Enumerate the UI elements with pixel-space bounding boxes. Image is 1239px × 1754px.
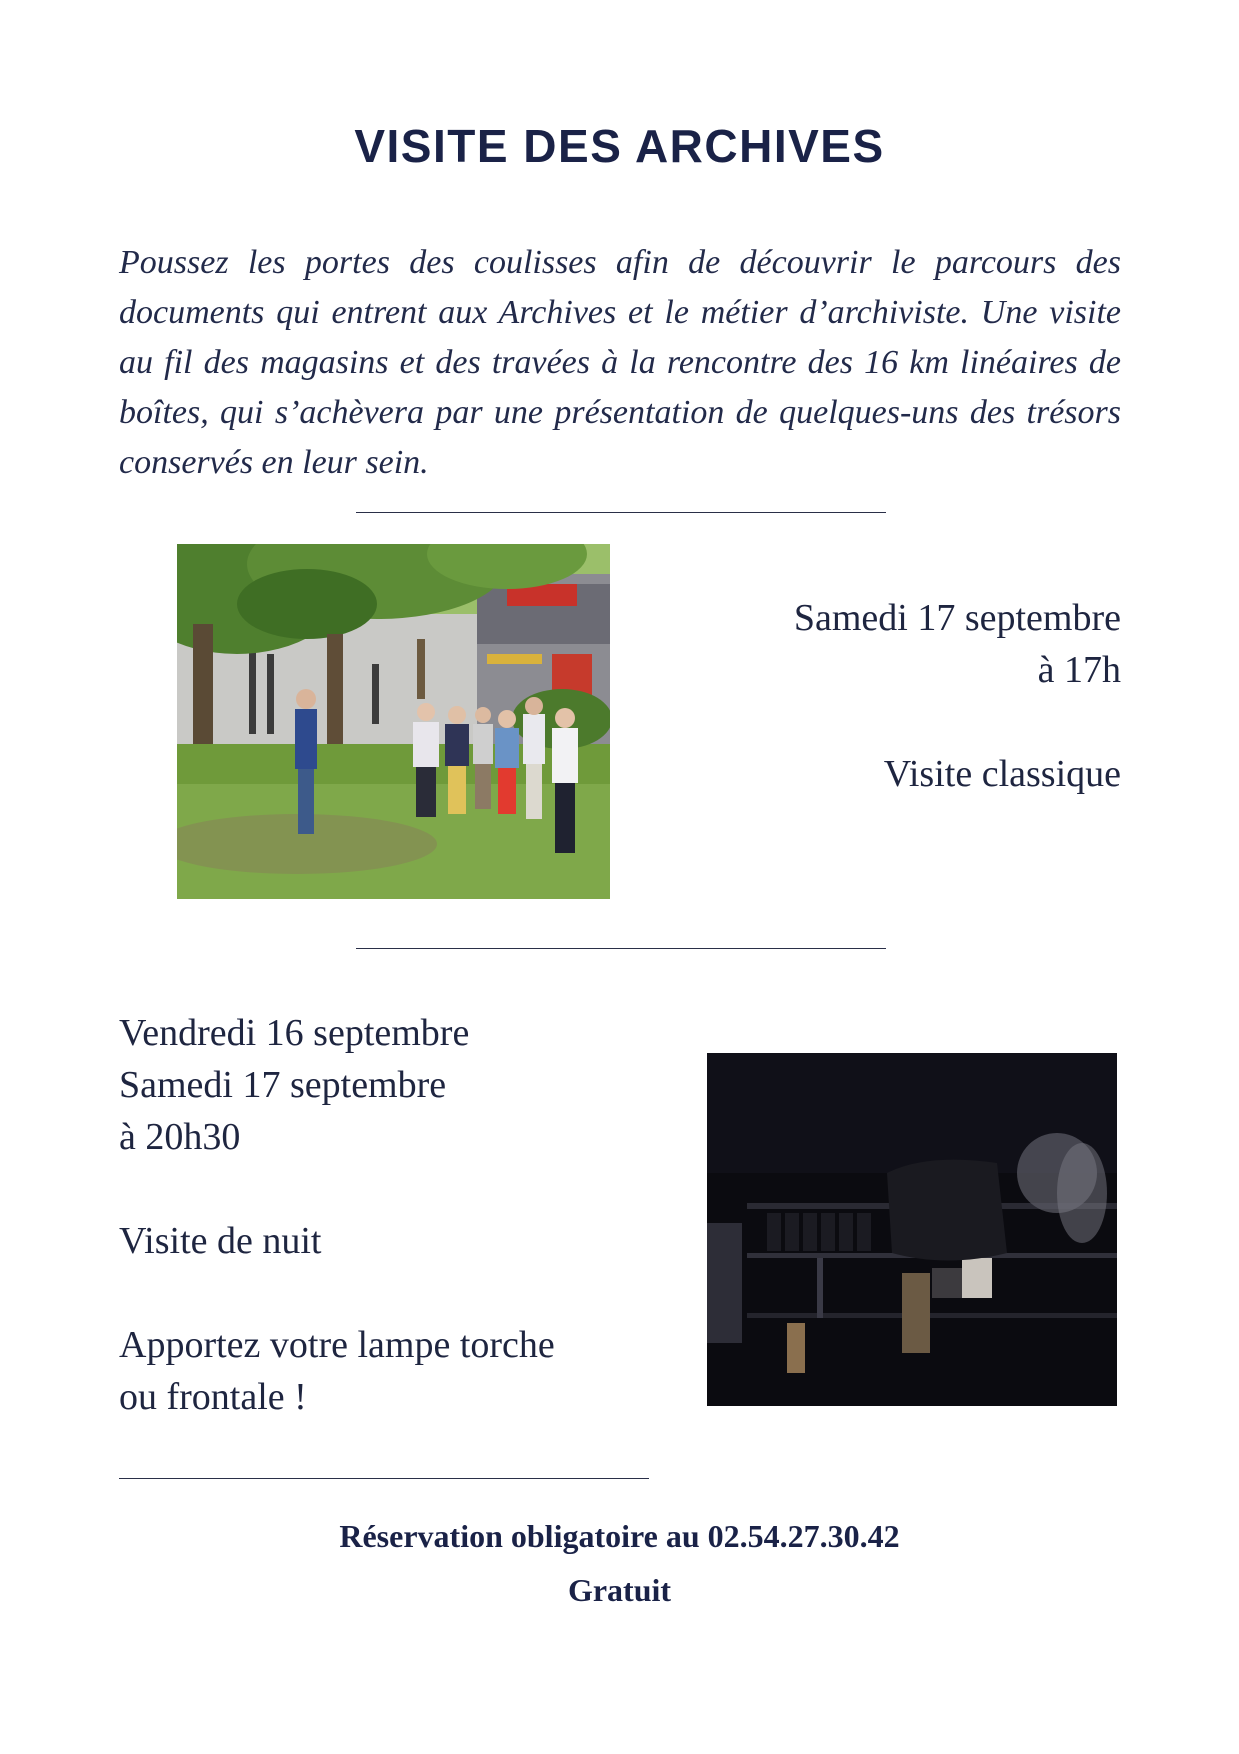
separator-line (356, 948, 886, 949)
separator-line (119, 1478, 649, 1479)
night-visit-info (119, 1007, 555, 1423)
classic-visit-label: Visite classique (883, 753, 1121, 795)
reservation-notice: Réservation obligatoire au 02.54.27.30.42 (339, 1518, 900, 1554)
group-visit-photo (177, 544, 610, 899)
night-archives-photo (707, 1053, 1117, 1406)
page-title: VISITE DES ARCHIVES (354, 120, 885, 172)
classic-visit-info (794, 592, 1121, 800)
night-visit-date-2: Samedi 17 septembre (119, 1064, 447, 1106)
intro-paragraph: Poussez les portes des coulisses afin de découvrir le parcours des documents qui entrent aux Archives et le métier d’archiviste. Une visite au fil des magasins et des travées à la rencontre des 16 km linéaires de boîtes, qui s’achèvera par une présentation de quelques-uns des trésors conservés en leur sein. (119, 244, 1121, 481)
classic-visit-time: à 17h (1037, 649, 1121, 691)
night-visit-date-1: Vendredi 16 septembre (119, 1012, 470, 1054)
night-visit-note-line-2: ou frontale ! (119, 1376, 307, 1418)
night-visit-time: à 20h30 (119, 1116, 241, 1158)
night-visit-note-line-1: Apportez votre lampe torche (119, 1324, 555, 1366)
classic-visit-date: Samedi 17 septembre (793, 597, 1121, 639)
separator-line (356, 512, 886, 513)
price-label: Gratuit (567, 1572, 672, 1608)
night-visit-label: Visite de nuit (119, 1220, 322, 1262)
